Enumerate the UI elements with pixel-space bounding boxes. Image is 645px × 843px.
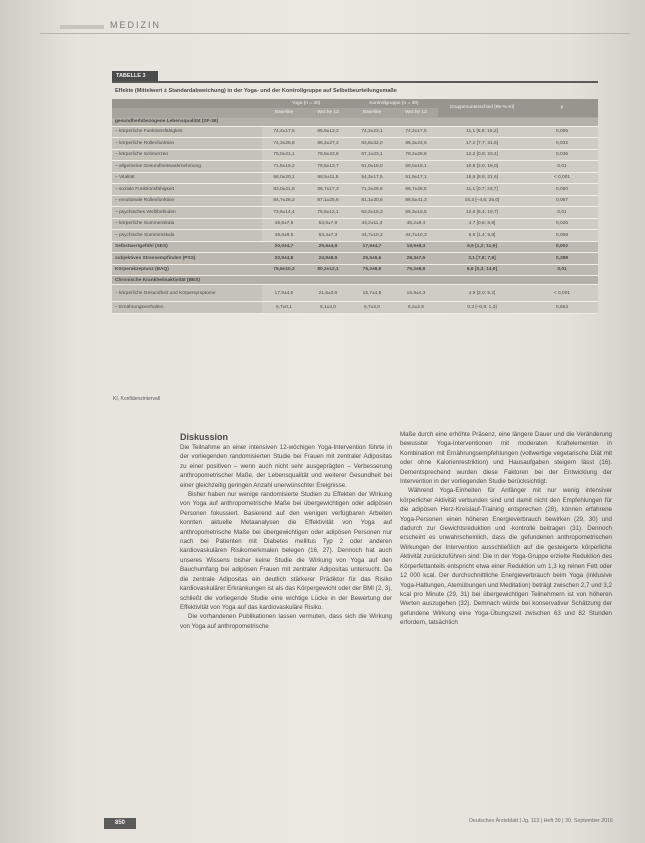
table-cell: 86,7±17,3 [306, 184, 350, 196]
table-cell: 75,6±10,3 [262, 264, 306, 276]
paragraph: Bisher haben nur wenige randomisierte Studien zu Effekten der Wirkung von Yoga auf anthropometrische Maße bei übergewichtigen oder adipösen Personen fokussiert. Basierend auf den wenigen verfügbaren Arbeiten konnten aktuelle Metaanalysen die Effektivität von Yoga auf anthropometrische Maße bei übergewichtigen oder adipösen Personen nur nach bei Patienten mit Diabetes mellitus Typ 2 oder anderen kardiovaskulären Risikomerkmalen belegen (16, 27). Dennoch hat auch unseres Wissens bisher keine Studie die Wirkung von Yoga auf den Bauchumfang bei adipösen Frauen mit zentraler Adipositas untersucht. Da die zentrale Adipositas ein deutlich stärkerer Prädiktor für das Risiko kardiovaskulärer Erkrankungen ist als das Körpergewicht oder der BMI (2, 3), schließt die vorliegende Studie eine wichtige Lücke in der Bewertung der Effektivität von Yoga auf das kardiovaskuläre Risiko. [180, 491, 392, 611]
table-cell: 0,002 [526, 241, 598, 253]
row-label: Chronische Krankheitsaktivität (BES) [112, 276, 598, 285]
table-label: TABELLE 3 [112, 71, 158, 81]
table-cell: 4,7 [0,6; 8,9] [438, 218, 526, 230]
table-cell: 16,3 [–4,6; 25,0] [438, 195, 526, 207]
table-cell: 15,6 [8,6; 21,6] [438, 172, 526, 184]
table-cell: 18,9±8,3 [394, 241, 438, 253]
table-caption: Effekte (Mittelwert ± Standardabweichung) in der Yoga- und der Kontrollgruppe auf Selbstbeurteilungsmaße [112, 81, 598, 99]
table-cell: 25,6±5,6 [350, 253, 394, 265]
table-cell: 51,9±17,1 [394, 172, 438, 184]
table-cell: 75,0±21,1 [262, 149, 306, 161]
table-cell: 75,2±8,6 [350, 264, 394, 276]
table-cell: 80,2±12,1 [306, 264, 350, 276]
table-cell: 45,2±8,4 [394, 218, 438, 230]
table-cell: 67,1±23,1 [350, 149, 394, 161]
table-cell: 44,7±10,3 [350, 230, 394, 242]
table-cell: 74,3±28,8 [262, 138, 306, 150]
table-cell: 24,9±8,9 [306, 253, 350, 265]
article-column-left [180, 432, 392, 631]
table-row [112, 172, 598, 184]
table-cell: 75,2±8,9 [394, 264, 438, 276]
section-header [40, 20, 630, 34]
page-number: 850 [104, 818, 136, 829]
row-label: gesundheitsbezogene Lebensqualität (SF-36) [112, 117, 598, 126]
row-label: – psychische Summenskala [112, 230, 262, 242]
table-group-row [112, 276, 598, 285]
table-cell: 44,7±10,3 [394, 230, 438, 242]
table-cell: 0,008 [526, 230, 598, 242]
table-cell: 6,7±3,0 [350, 302, 394, 314]
table-cell: 0,036 [526, 149, 598, 161]
table-cell: 20,0±4,7 [262, 241, 306, 253]
table-cell: 25,6±4,9 [306, 241, 350, 253]
row-label: – körperliche Funktionsfähigkeit [112, 126, 262, 138]
row-label: Selbstwertgefühl (SES) [112, 241, 262, 253]
table-cell: 48,6±7,5 [262, 218, 306, 230]
table-cell: 86,2±27,2 [306, 138, 350, 150]
table-row [112, 302, 598, 314]
table-cell: 49,6±9,5 [262, 230, 306, 242]
table-row [112, 149, 598, 161]
subheader-yoga-week12: Woche 12 [306, 108, 350, 117]
table-row [112, 207, 598, 219]
table-cell: 0,01 [526, 264, 598, 276]
table-cell: 76,8±12,1 [306, 207, 350, 219]
table-cell: 20,9±4,8 [262, 253, 306, 265]
table-cell: 17,9±4,7 [350, 241, 394, 253]
table-cell: 0,3 [–0,8; 1,3] [438, 302, 526, 314]
table-cell: 0,01 [526, 207, 598, 219]
table-cell: 83,8±32,0 [350, 138, 394, 150]
table-group-row [112, 117, 598, 126]
table-cell: 28,3±7,5 [394, 253, 438, 265]
table-row [112, 161, 598, 173]
table-cell: 74,2±23,1 [350, 126, 394, 138]
table-cell: 58,0±20,1 [262, 172, 306, 184]
table-cell: 71,5±15,2 [262, 161, 306, 173]
table-row [112, 126, 598, 138]
table-cell: 71,3±26,6 [350, 184, 394, 196]
row-label: – körperliche Summenskala [112, 218, 262, 230]
subheader-yoga-baseline: Baseline [262, 108, 306, 117]
table-cell: 0,01 [526, 161, 598, 173]
table-cell: 74,4±17,5 [262, 126, 306, 138]
row-label: – emotionale Rollenfunktion [112, 195, 262, 207]
subheader-control-baseline: Baseline [350, 108, 394, 117]
table-cell: 17,9±4,0 [262, 285, 306, 302]
paragraph: Während Yoga-Einheiten für Anfänger mit nur wenig intensiver körperlicher Aktivität verbunden sind und damit nicht den Empfehlungen für die adipösen Herz-Kreislauf-Training entsprechen (28), können erfahrene Yoga-Personen einen höheren Energieverbrauch bewirken (29, 30) und dadurch zur Gewichtsreduktion und -kontrolle beitragen (31). Dennoch erscheint es unwahrscheinlich, dass die gefundenen anthropometrischen Wirkungen der Intervention ausschließlich auf die gesteigerte körperliche Aktivität zurückzuführen sind: Die in der Yoga-Gruppe erzielte Reduktion des Körperfettanteils entspricht etwa einer Reduktion um 1,3 kg reinen Fett oder 12 000 kcal. Der durchschnittliche Energieverbrauch beim Yoga (inklusive Yoga-Haltungen, Atemübungen und Meditation) beträgt zwischen 2,7 und 3,2 kcal pro Minute (29, 31) bei übergewichtigen Teilnehmern ist von höheren Werten auszugehen (32). Demnach würde bei konservativer Schätzung der gefundene Wirkung eine Yoga-Übungszeit zwischen 63 und 82 Stunden erfordern, tatsächlich [400, 487, 612, 627]
table-row [112, 138, 598, 150]
table-cell: 68,5±11,5 [306, 172, 350, 184]
discussion-heading: Diskussion [180, 432, 229, 442]
paragraph: Maße durch eine erhöhte Präsenz, eine längere Dauer und die Veränderung bewusster Yoga-Interventionen mit moderaten Kraftelementen in Kombination mit Ernährungsempfehlungen (vollwertige vegetarische Diät mit oder ohne Kalorienrestriktion) und Hausaufgaben steigern lässt (16). Dementsprechend wurden diese Faktoren bei der Entwicklung der Intervention in der vorliegenden Studie berücksichtigt. [400, 431, 612, 486]
table-cell: 15,7±4,8 [350, 285, 394, 302]
table-cell: 61,0±15,0 [350, 161, 394, 173]
table-cell: 0,005 [526, 126, 598, 138]
row-label: Körperakzeptanz (BAQ) [112, 264, 262, 276]
table-cell: 11,1 [5,8; 16,2] [438, 126, 526, 138]
row-label: – körperliche Schmerzen [112, 149, 262, 161]
table-cell: 78,2±28,6 [394, 149, 438, 161]
table-cell: 0,026 [526, 218, 598, 230]
table-cell: 5,6 [1,4; 9,8] [438, 230, 526, 242]
table-cell: 0,653 [526, 302, 598, 314]
header-p: p [526, 99, 598, 117]
table-row [112, 253, 598, 265]
subheader-control-week12: Woche 12 [394, 108, 438, 117]
table-cell: 87,1±25,6 [306, 195, 350, 207]
table-cell: 86,5±41,3 [394, 195, 438, 207]
table-cell: 17,2 [7,7; 31,6] [438, 138, 526, 150]
table-cell: 6,7±0,1 [262, 302, 306, 314]
table-cell: < 0,001 [526, 172, 598, 184]
table-cell: 15,9±4,3 [394, 285, 438, 302]
row-label: – körperliche Rollenfunktion [112, 138, 262, 150]
table-cell: 66,0±15,1 [394, 161, 438, 173]
section-title: MEDIZIN [110, 20, 161, 30]
table-cell: 3,1 [7,8; 7,8] [438, 253, 526, 265]
row-label: – allgemeine Gesundheitswahrnehmung [112, 161, 262, 173]
table-cell: 12,2 [0,8; 23,4] [438, 149, 526, 161]
table-cell: 85,3±24,6 [394, 138, 438, 150]
table-row [112, 230, 598, 242]
table-cell: 75,8±22,6 [306, 149, 350, 161]
table-cell: 0,032 [526, 138, 598, 150]
header-empty [112, 99, 262, 108]
article-column-right [400, 430, 612, 628]
paragraph: Die Teilnahme an einer intensiven 12-wöchigen Yoga-Intervention führte in der vorliegenden randomisierten Studie bei Frauen mit zentraler Adipositas zu einer positiven – wenn auch nicht sehr ausgeprägten – Verbesserung anthropometrischer Maße, der Lebensqualität und weiterer Gesundheit bei einer gleichzeitig geringen Anzahl unerwünschter Ereignisse. [180, 444, 392, 489]
table-cell: 54,3±17,5 [350, 172, 394, 184]
table-cell: 85,9±13,2 [306, 126, 350, 138]
table-row [112, 241, 598, 253]
table-cell: 44,2±11,3 [350, 218, 394, 230]
table-cell: 0,050 [526, 184, 598, 196]
table-cell: 21,6±3,6 [306, 285, 350, 302]
table-row [112, 218, 598, 230]
table-row [112, 285, 598, 302]
row-label: – soziale Funktionsfähigkeit [112, 184, 262, 196]
row-label: subjektives Stressempfinden (PSS) [112, 253, 262, 265]
results-table [112, 99, 598, 314]
paragraph: Die vorhandenen Publikationen lassen vermuten, dass sich die Wirkung von Yoga auf anthropometrische [180, 613, 392, 630]
header-difference: Gruppenunterschied [95-%-KI] [438, 99, 526, 117]
table-cell: 6,6 [0,3; 14,9] [438, 264, 526, 276]
table-cell: 74,2±17,5 [394, 126, 438, 138]
table-row [112, 184, 598, 196]
table-cell: 65,3±16,5 [394, 207, 438, 219]
header-control: Kontrollgruppe (n = 30) [350, 99, 438, 108]
section-header-bar [60, 25, 104, 29]
table-footnote: KI, Konfidenzintervall [113, 396, 160, 402]
row-label: – Vitalität [112, 172, 262, 184]
table-header-row [112, 99, 598, 108]
header-yoga: Yoga (n = 30) [262, 99, 350, 108]
table-cell: 0,288 [526, 253, 598, 265]
results-table-block [112, 71, 598, 314]
table-cell: 12,6 [6,4; 19,7] [438, 207, 526, 219]
table-cell: 53,6±7,9 [306, 218, 350, 230]
table-cell: 84,7±26,2 [262, 195, 306, 207]
journal-citation: Deutsches Ärzteblatt | Jg. 113 | Heft 39 | 30. September 2016 [469, 818, 613, 824]
table-cell: 81,1±30,6 [350, 195, 394, 207]
table-cell: 11,1 [0,7; 23,7] [438, 184, 526, 196]
table-cell: 4,9 [2,0; 5,2] [438, 285, 526, 302]
row-label: – körperliche Gesundheit und Körpersymptome [112, 285, 262, 302]
table-row [112, 264, 598, 276]
table-row [112, 195, 598, 207]
table-body [112, 117, 598, 313]
table-cell: 6,6 [1,2; 11,9] [438, 241, 526, 253]
table-cell: 0,087 [526, 195, 598, 207]
row-label: – Ernährungsverhalten [112, 302, 262, 314]
table-cell: 6,2±2,8 [394, 302, 438, 314]
table-cell: 10,6 [2,0; 18,0] [438, 161, 526, 173]
table-cell: 5,1±3,0 [306, 302, 350, 314]
subheader-empty [112, 108, 262, 117]
table-cell: < 0,001 [526, 285, 598, 302]
table-cell: 83,0±21,6 [262, 184, 306, 196]
table-cell: 63,2±15,3 [350, 207, 394, 219]
table-cell: 53,4±7,3 [306, 230, 350, 242]
row-label: – psychisches Wohlbefinden [112, 207, 262, 219]
table-cell: 66,7±28,5 [394, 184, 438, 196]
table-cell: 73,6±14,4 [262, 207, 306, 219]
table-cell: 76,5±13,7 [306, 161, 350, 173]
